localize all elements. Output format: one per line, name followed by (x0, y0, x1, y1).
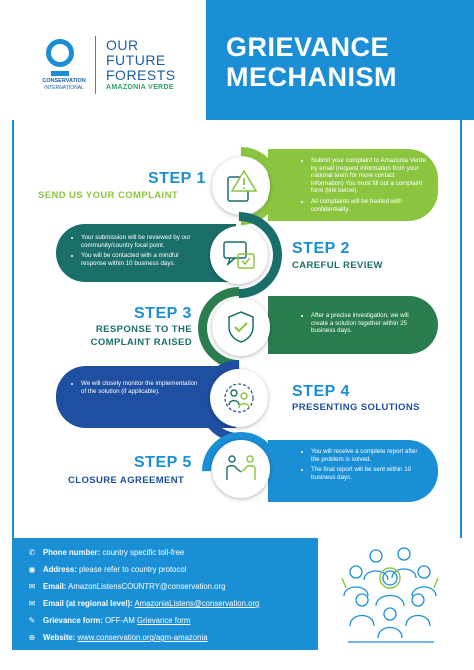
step1-icon-circle (212, 157, 270, 215)
step4-icon-circle (210, 369, 268, 427)
program-name (106, 38, 176, 83)
contact-email (26, 582, 225, 591)
step2-bullet-2: • You will be contacted with a mindful response within 10 business days. (81, 252, 202, 267)
step1-heading: STEP 1 (148, 170, 206, 187)
logo-text-line1: CONSERVATION (42, 78, 86, 84)
step4-subtitle: PRESENTING SOLUTIONS (292, 402, 420, 413)
program-subtitle: AMAZONIA VERDE (106, 84, 174, 91)
program-line3: FORESTS (106, 67, 176, 83)
step1-description (268, 149, 438, 221)
website-label: Website: (43, 633, 76, 642)
email-label: Email: (43, 582, 67, 591)
page-border-left (12, 120, 14, 538)
step1-subtitle: SEND US YOUR COMPLAINT (38, 190, 179, 201)
step4-heading: STEP 4 (292, 383, 350, 400)
form-prefix: OFF-AM (104, 616, 135, 625)
website-link[interactable]: www.conservation.org/agm-amazonia (77, 633, 208, 642)
address-label: Address: (43, 565, 77, 574)
shield-check-icon (222, 308, 260, 346)
form-label: Grievance form: (43, 616, 103, 625)
contact-form (26, 616, 190, 625)
location-pin-icon: ◉ (28, 565, 36, 574)
step3-icon-circle (212, 298, 270, 356)
program-line2: FUTURE (106, 52, 166, 68)
step3-subtitle-line2: COMPLAINT RAISED (90, 337, 192, 348)
phone-label: Phone number: (43, 548, 101, 557)
step3-bullet-1: • After a precise investigation, we will create a solution together within 25 business days. (311, 312, 426, 335)
step3-description (268, 296, 438, 354)
step5-bullet-1: • You will receive a complete report after the problem is solved. (311, 448, 426, 463)
community-illustration (318, 538, 462, 650)
step5-bullet-2: • The final report will be sent within 10 business days. (311, 466, 426, 481)
step3-subtitle (88, 323, 192, 349)
contact-email-regional (26, 599, 259, 608)
logo-text-line2: INTERNATIONAL (44, 85, 84, 91)
title-line2: MECHANISM (226, 62, 397, 92)
email-regional-link[interactable]: AmazoniaListens@conservation.org (134, 599, 260, 608)
community-people-icon (318, 538, 462, 650)
step2-icon-circle (210, 226, 268, 284)
step2-subtitle: CAREFUL REVIEW (292, 260, 383, 271)
address-value: please refer to country protocol (78, 565, 187, 574)
title-line1: GRIEVANCE (226, 32, 390, 62)
contact-website (26, 633, 208, 642)
step2-description (56, 224, 236, 282)
program-line1: OUR (106, 37, 139, 53)
logo-bar-icon (51, 71, 69, 76)
contact-phone (26, 548, 184, 557)
step1-bullet-2: • All complaints will be treated with confidentiality. (311, 198, 426, 213)
step4-description (56, 366, 236, 428)
header-divider (95, 36, 96, 94)
globe-icon: ⊕ (28, 633, 36, 642)
step2-heading: STEP 2 (292, 240, 350, 257)
step2-bullet-1: • Your submission will be reviewed by our community/country focal point. (81, 234, 202, 249)
envelope-icon: ✉ (28, 582, 36, 591)
handshake-icon (222, 450, 260, 488)
phone-icon: ✆ (28, 548, 36, 557)
step5-heading: STEP 5 (134, 454, 192, 471)
page-border-right (460, 120, 462, 538)
warning-clipboard-icon (222, 167, 260, 205)
contact-address (26, 565, 186, 574)
phone-value: country specific toll-free (102, 548, 185, 557)
email-link[interactable]: AmazonListensCOUNTRY@conservation.org (68, 582, 226, 591)
step3-subtitle-line1: RESPONSE TO THE (95, 324, 192, 335)
step5-description (268, 440, 438, 502)
logo-ring-icon (46, 39, 74, 67)
step5-icon-circle (212, 440, 270, 498)
envelope-icon: ✉ (28, 599, 36, 608)
page-title (226, 32, 397, 92)
review-chat-icon (220, 236, 258, 274)
step5-subtitle: CLOSURE AGREEMENT (68, 475, 185, 486)
grievance-form-link[interactable]: Grievance form (137, 616, 191, 625)
people-presenting-icon (220, 379, 258, 417)
conservation-international-logo (34, 34, 94, 94)
step3-heading: STEP 3 (134, 305, 192, 322)
step4-bullet-1: • We will closely monitor the implementation of the solution (if applicable). (81, 380, 202, 395)
pencil-icon: ✎ (28, 616, 36, 625)
email-regional-label: Email (at regional level): (43, 599, 133, 608)
step1-bullet-1: • Submit your complaint to Amazonia Verde by email (request information from your national team for more contact information) You must fill out a complaint form (link below). (311, 157, 426, 195)
